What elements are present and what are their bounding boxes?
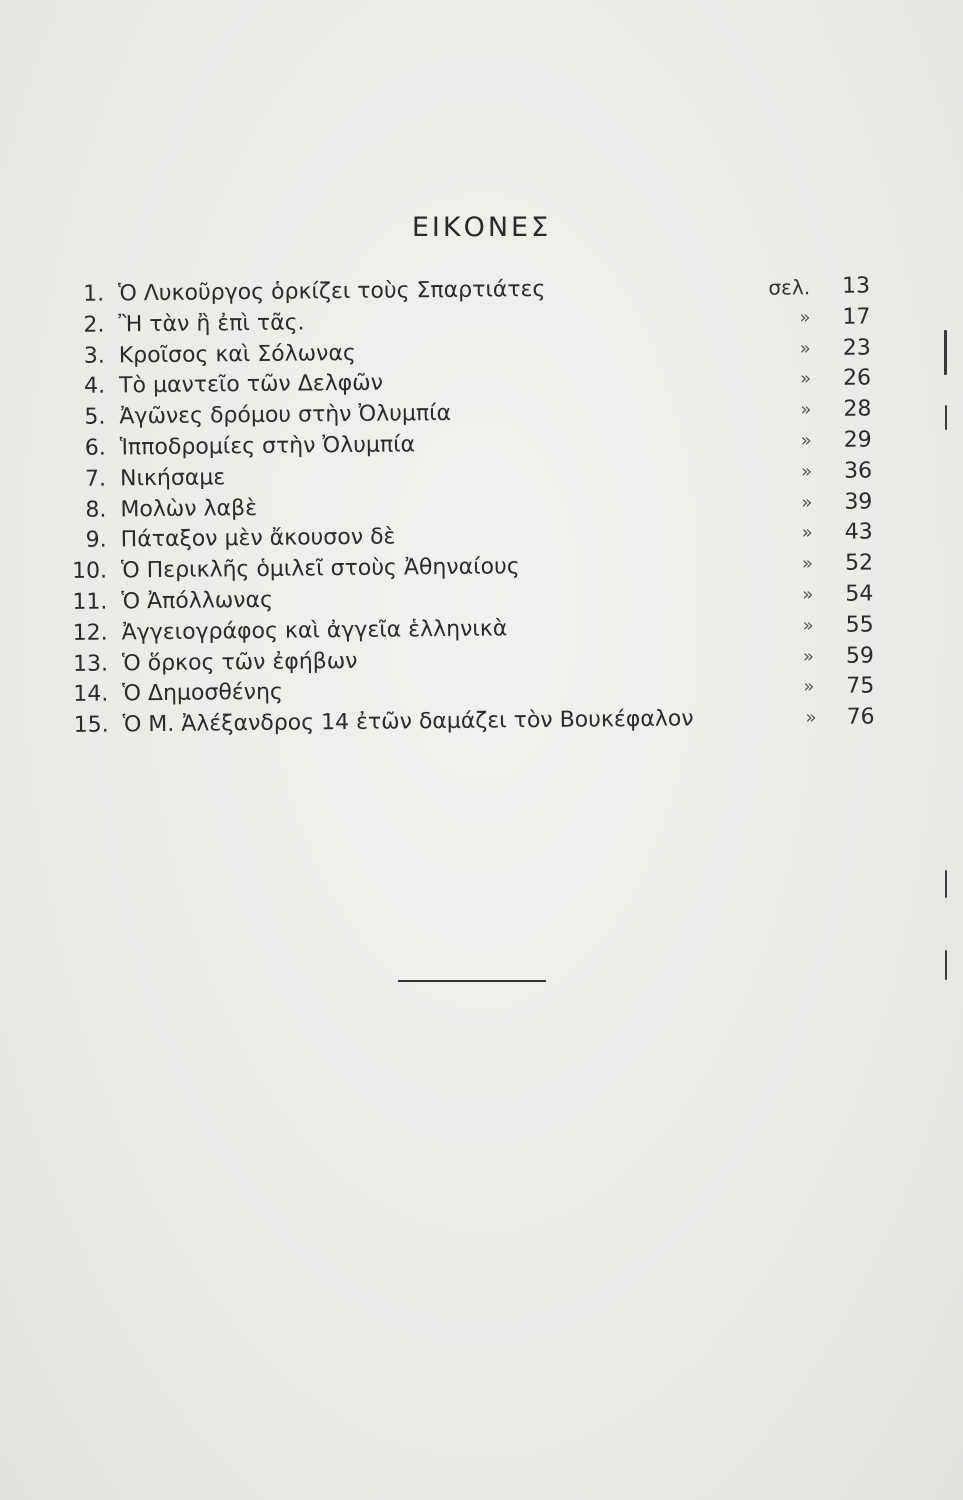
ditto-mark: » [802, 614, 814, 637]
entry-title: Ὁ Λυκοῦργος ὁρκίζει τοὺς Σπαρτιάτες [118, 276, 546, 307]
ditto-mark: » [803, 676, 815, 698]
ditto-mark: » [799, 306, 811, 329]
binding-mark [945, 950, 947, 980]
entry-number: 8. [85, 497, 107, 523]
ditto-mark: » [800, 430, 812, 452]
binding-mark [944, 330, 947, 375]
entry-title: Ἀγγειογράφος καὶ ἀγγεῖα ἑλληνικὰ [121, 616, 508, 646]
entry-title: Ἀγῶνες δρόμου στὴν Ὀλυμπία [119, 401, 452, 430]
entry-number: 4. [83, 373, 106, 400]
entry-number: 9. [85, 527, 107, 554]
entry-number: 12. [72, 620, 108, 646]
entry-title: Ὁ Περικλῆς ὁμιλεῖ στοὺς Ἀθηναίους [120, 554, 520, 584]
entry-title: Τὸ μαντεῖο τῶν Δελφῶν [118, 371, 384, 399]
entry-number: 2. [83, 312, 105, 338]
entry-title: Νικήσαμε [119, 465, 226, 492]
ditto-mark: » [801, 491, 813, 513]
entry-title: Ὁ Δημοσθένης [122, 680, 284, 707]
entry-page: 17 [842, 304, 871, 330]
entry-title: Ὁ ὅρκος τῶν ἐφήβων [121, 648, 358, 676]
entry-number: 6. [84, 435, 106, 461]
binding-mark [945, 405, 947, 430]
entry-number: 3. [83, 343, 105, 369]
entry-page: 28 [843, 396, 872, 422]
ditto-mark: » [802, 584, 814, 606]
entry-page: 29 [843, 427, 872, 453]
binding-mark [945, 870, 947, 898]
entry-number: 1. [83, 281, 105, 307]
ditto-mark: » [801, 522, 813, 544]
page-title: ΕΙΚΟΝΕΣ [411, 212, 552, 243]
entry-number: 14. [73, 681, 109, 708]
ditto-mark: » [801, 553, 814, 575]
entry-number: 10. [71, 558, 108, 585]
entry-title: Κροῖσος καὶ Σόλωνας [118, 340, 356, 368]
entry-title: Ὁ Μ. Ἀλέξανδρος 14 ἐτῶν δαμάζει τὸν Βουκέφαλον [122, 706, 694, 738]
entry-page: 39 [844, 489, 873, 515]
entry-page: 75 [846, 673, 875, 700]
entry-page: 36 [843, 458, 873, 484]
entry-page: 54 [845, 581, 874, 607]
entry-number: 7. [84, 466, 107, 492]
ditto-mark: » [805, 707, 817, 729]
entry-number: 5. [84, 404, 106, 430]
entry-title: Ὁ Ἀπόλλωνας [121, 587, 274, 615]
entry-page: 43 [844, 519, 873, 546]
entry-page: 76 [846, 704, 875, 730]
ditto-mark: » [800, 460, 813, 483]
entry-title: Μολὼν λαβὲ [120, 495, 258, 522]
divider-rule [398, 980, 546, 982]
ditto-mark: » [800, 399, 812, 421]
entry-page: 26 [842, 365, 872, 392]
entry-page: 13 [841, 273, 871, 299]
entry-title: Πάταξον μὲν ἄκουσον δὲ [120, 524, 396, 553]
entry-number: 13. [72, 651, 109, 677]
entry-page: 52 [844, 550, 874, 576]
entry-page: 23 [842, 335, 871, 361]
entry-number: 15. [73, 712, 109, 739]
entry-page: 55 [845, 612, 874, 638]
entry-title: Ἢ τὰν ἢ ἐπὶ τᾶς. [118, 310, 305, 338]
entry-page: 59 [845, 643, 875, 669]
page-label: σελ. [768, 275, 811, 300]
ditto-mark: » [799, 337, 811, 359]
entry-title: Ἱπποδρομίες στὴν Ὀλυμπία [119, 432, 416, 461]
entry-number: 11. [72, 589, 108, 615]
illustrations-list [60, 271, 895, 742]
ditto-mark: » [802, 645, 815, 667]
ditto-mark: » [799, 368, 812, 390]
